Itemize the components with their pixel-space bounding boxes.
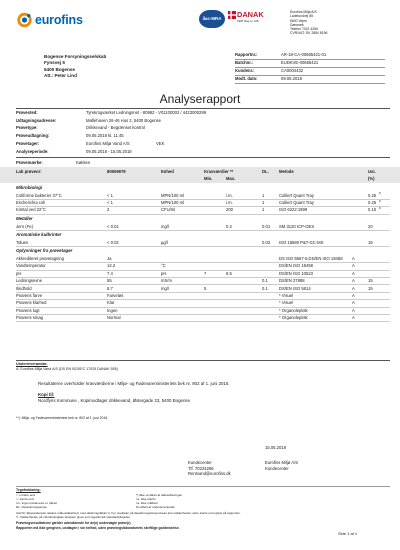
- cell-name: Toluen: [16, 239, 29, 245]
- cell-result: Farveløs: [107, 293, 124, 298]
- cell-unit: MPN/100 ml: [161, 192, 185, 198]
- footnote-bek: **): Miljø- og Fødevareministeriets bek nr. 802 af 1. juni 2016: [16, 416, 108, 420]
- cell-result: 55: [107, 278, 112, 284]
- cell-max: 8.5: [226, 270, 232, 276]
- table-section-title: Mikrobiologi: [16, 185, 43, 190]
- meta-value: CA0004432: [281, 68, 304, 73]
- copy-to: [38, 392, 190, 404]
- meta-label: Modt. dato:: [235, 76, 258, 81]
- eurofins-logo-mark: [16, 12, 33, 28]
- meta-value: EUDKVE-00665421: [281, 60, 319, 65]
- cell-mark: A: [352, 278, 355, 284]
- meta-label: Batchnr.:: [235, 60, 254, 65]
- cell-name: Prøvens smag: [16, 315, 43, 321]
- cell-name: Coliforme bakterier 37°C: [16, 192, 62, 198]
- row-divider: [16, 321, 390, 322]
- cell-method: * Organoleptisk: [279, 315, 308, 321]
- cell-result: Ja: [107, 256, 112, 261]
- cell-name: Vandtemperatur: [16, 263, 46, 269]
- cell-method: DS ISO 5667-5,DS/EN ISO 19458: [279, 256, 343, 261]
- cell-name: Jern (Fe): [16, 223, 33, 229]
- legend-heading: Tegnforklaring:: [16, 488, 41, 492]
- cell-method: DS/EN ISO 5814: [279, 285, 311, 291]
- cell-max: i.m.: [226, 192, 233, 198]
- row-divider: [16, 230, 390, 231]
- table-section-title: Oplysninger fra prøvetager: [16, 248, 73, 254]
- eurofins-logo: [16, 12, 96, 28]
- row-divider: [16, 246, 390, 247]
- results-table-body: [0, 185, 400, 360]
- copy-text: Nordfyns Kommune , Kopimodtager drikkevand, Østergade 23, 5400 Bogense: [38, 398, 191, 403]
- cell-unc: 0.25: [368, 200, 377, 205]
- cell-dl: 0.1: [262, 285, 268, 291]
- cell-result: < 0.01: [107, 223, 119, 229]
- cell-method: Colilert Quant Tray: [279, 192, 314, 198]
- cell-unc: 20: [368, 223, 373, 229]
- meta-label: Kundenr.:: [235, 68, 255, 73]
- ilac-logo: ilac-MRA: [199, 10, 225, 28]
- cell-result: 7.4: [107, 270, 113, 276]
- meta-label: Rapportnr.:: [235, 52, 258, 57]
- cell-mark: A: [352, 293, 355, 298]
- cell-result: < 1: [107, 192, 113, 198]
- contact-block: Kundecenter Tlf. 70224266 Rentvand@eurofins.dk: [188, 460, 231, 477]
- cell-name: Prøvens klarhed: [16, 300, 47, 306]
- cell-name: Escherichia coli: [16, 200, 46, 205]
- legend-note: Prøvningsresultaterne gælder udelukkende for de(n) undersøgte prøve(r).: [16, 521, 132, 525]
- row-divider: [16, 214, 390, 215]
- cell-unit: mg/l: [161, 285, 169, 291]
- page-number: Side 1 af 1: [338, 531, 358, 536]
- cell-dl: 1: [262, 200, 265, 205]
- cell-method: Colilert Quant Tray: [279, 200, 314, 205]
- copy-heading: Kopi til:: [38, 392, 55, 397]
- table-section-title: Aromatiske kulbrinter: [16, 232, 62, 238]
- table-section-title: Metaller: [16, 216, 33, 221]
- lab-address: Eurofins Miljø A/S Ladelundvej 85 6600 Vejen Danmark Telefon 7022 4266 CVR/VAT: DK 2884 8196: [290, 10, 328, 36]
- cell-dl: 1: [262, 192, 265, 198]
- cell-method: * Organoleptisk: [279, 307, 308, 313]
- cell-max: 200: [226, 207, 233, 213]
- cell-unc: 0.15: [368, 207, 377, 213]
- legend-note: Usi(%): Ekspanderede relative måleusikkerhed, med dækningsfaktor 2. For resultater på detektionsgrænseniveau kan usikkerheden være større end oplyst på rapporten.: [16, 511, 241, 515]
- cell-name: Prøvens lugt: [16, 307, 40, 313]
- legend: [16, 488, 390, 544]
- cell-mark: A: [352, 315, 355, 321]
- cell-unc-footnote: #: [379, 191, 381, 196]
- cell-dl: 0.02: [262, 239, 271, 245]
- cell-result: Ingen: [107, 307, 118, 313]
- cell-min: 5: [204, 285, 207, 291]
- cell-result: Klar: [107, 300, 115, 306]
- cell-unc: 15: [368, 278, 373, 284]
- cell-unc: 16: [368, 239, 373, 245]
- cell-result: 2: [107, 207, 110, 213]
- sample-info: Prøvested: Tyrekrogværket Ledningsnet - 80982 - V01100002 / 4423000299 Udtagningsadresse: Møllehaven 26-46 Hus 2, 5400 Bogense Prøvetype: Drikkevand - Begrænset kontrol Prøveudtagning: 09.05.2018 kl. 11:45 Prøvetager: Eurofins Miljø Vand A/S VEK Analyseperiode: 09.05.2018 - 15.05.2018: [16, 110, 207, 154]
- cell-max: 0.2: [226, 223, 232, 229]
- cell-dl: 0.01: [262, 223, 271, 229]
- cell-unc: 15: [368, 285, 373, 291]
- subcontractors: [16, 362, 390, 372]
- cell-unit: mg/l: [161, 223, 169, 229]
- cell-name: Ilindhold: [16, 285, 32, 291]
- report-date: 15.05.2018: [265, 445, 286, 450]
- cell-result: 12.2: [107, 263, 116, 269]
- cell-method: ISO 6222:1999: [279, 207, 308, 213]
- cell-result: Normal: [107, 315, 121, 321]
- cell-name: Prøvens farve: [16, 293, 43, 298]
- legend-note: *): Usikkerheden på mikrobiologiske analyser gives som logaritmisk standardafvigelse: [16, 515, 130, 519]
- danak-logo: DANAK TEST Reg.no. 168: [228, 11, 260, 29]
- cell-mark: A: [352, 300, 355, 306]
- legend-left: <: mindre end >: større end i.m: ingen parametre er påvist DL: Detektionsgrænse: [16, 493, 57, 510]
- cell-mark: A: [352, 270, 355, 276]
- cell-name: Akkrediteret prøvetagning: [16, 256, 64, 261]
- meta-value: 09.05.2018: [281, 76, 302, 81]
- cell-unit: µg/l: [161, 239, 168, 245]
- sample-marking: Prøvemærke: Køkken: [16, 160, 91, 165]
- cell-unit: pH: [161, 270, 167, 276]
- cell-name: Ledningsevne: [16, 278, 43, 284]
- signature-block: Eurofins Miljø A/S Kundecenter: [265, 460, 299, 471]
- cell-min: 7: [204, 270, 207, 276]
- cell-method: * Visuel: [279, 300, 294, 306]
- subcontractors-heading: Underleverandør:: [16, 362, 48, 366]
- cell-unit: mS/m: [161, 278, 172, 284]
- conclusion-text: Resultaterne overholder kravværdierne i Miljø- og Fødevareministeriets bek nr. 802 af 1. juni 2016.: [38, 381, 230, 386]
- cell-dl: 0.1: [262, 278, 268, 284]
- cell-method: DS/EN ISO 10523: [279, 270, 313, 276]
- subcontractor-line: A: Eurofins Miljø Vand A/S (DS EN ISO/IEC 17025 DANAK 555): [16, 367, 118, 371]
- legend-right: *) Ikke omfattet af akkrediteringen i.a: ikke påvist i.a: ikke målbart #) udført af underleverandør: [136, 493, 183, 510]
- recipient-address: Bogense Forsyningsselskab Fynsvej 5 5400 Bogense Att.: Peter Lind: [44, 54, 107, 79]
- cell-unit: °C: [161, 263, 166, 269]
- cell-unc: 0.25: [368, 192, 377, 198]
- cell-method: SM 3120 ICP-OES: [279, 223, 315, 229]
- cell-mark: A: [352, 263, 355, 269]
- cell-mark: A: [352, 285, 355, 291]
- page-title: Analyserapport: [159, 92, 241, 106]
- danak-flag-icon: [228, 11, 236, 19]
- legend-note: Rapporten må ikke gengives, undtagen i sin helhed, uden prøvningslaboratoriets skriftlige godkendelse.: [16, 525, 180, 530]
- cell-method: DS/EN 27888: [279, 278, 305, 284]
- cell-unit: MPN/100 ml: [161, 200, 185, 205]
- cell-mark: A: [352, 256, 355, 261]
- cell-name: pH: [16, 270, 22, 276]
- cell-result: 8.7: [107, 285, 113, 291]
- cell-max: i.m.: [226, 200, 233, 205]
- results-table-header: Lab prøvenr: 80509979 Enhed Kravværdier ** Min. Max. DL. Metode Usi. (%): [0, 167, 400, 183]
- cell-unc-footnote: #: [379, 206, 381, 210]
- eurofins-wordmark: eurofins: [35, 13, 83, 27]
- cell-method: * Visuel: [279, 293, 294, 298]
- cell-result: < 1: [107, 200, 113, 205]
- meta-value: AR-18-CA-00665421-01: [281, 52, 327, 57]
- cell-mark: A: [352, 307, 355, 313]
- cell-name: Kimtal ved 22°C: [16, 207, 47, 213]
- contact-email-link[interactable]: Rentvand@eurofins.dk: [188, 471, 231, 477]
- cell-method: ISO 15680 P&T-GC-MS: [279, 239, 324, 245]
- cell-unc-footnote: #: [379, 198, 381, 203]
- cell-method: DS/EN ISO 19458: [279, 263, 313, 269]
- cell-unit: CFU/ml: [161, 207, 176, 213]
- cell-result: < 0.02: [107, 239, 119, 245]
- cell-dl: 1: [262, 207, 265, 213]
